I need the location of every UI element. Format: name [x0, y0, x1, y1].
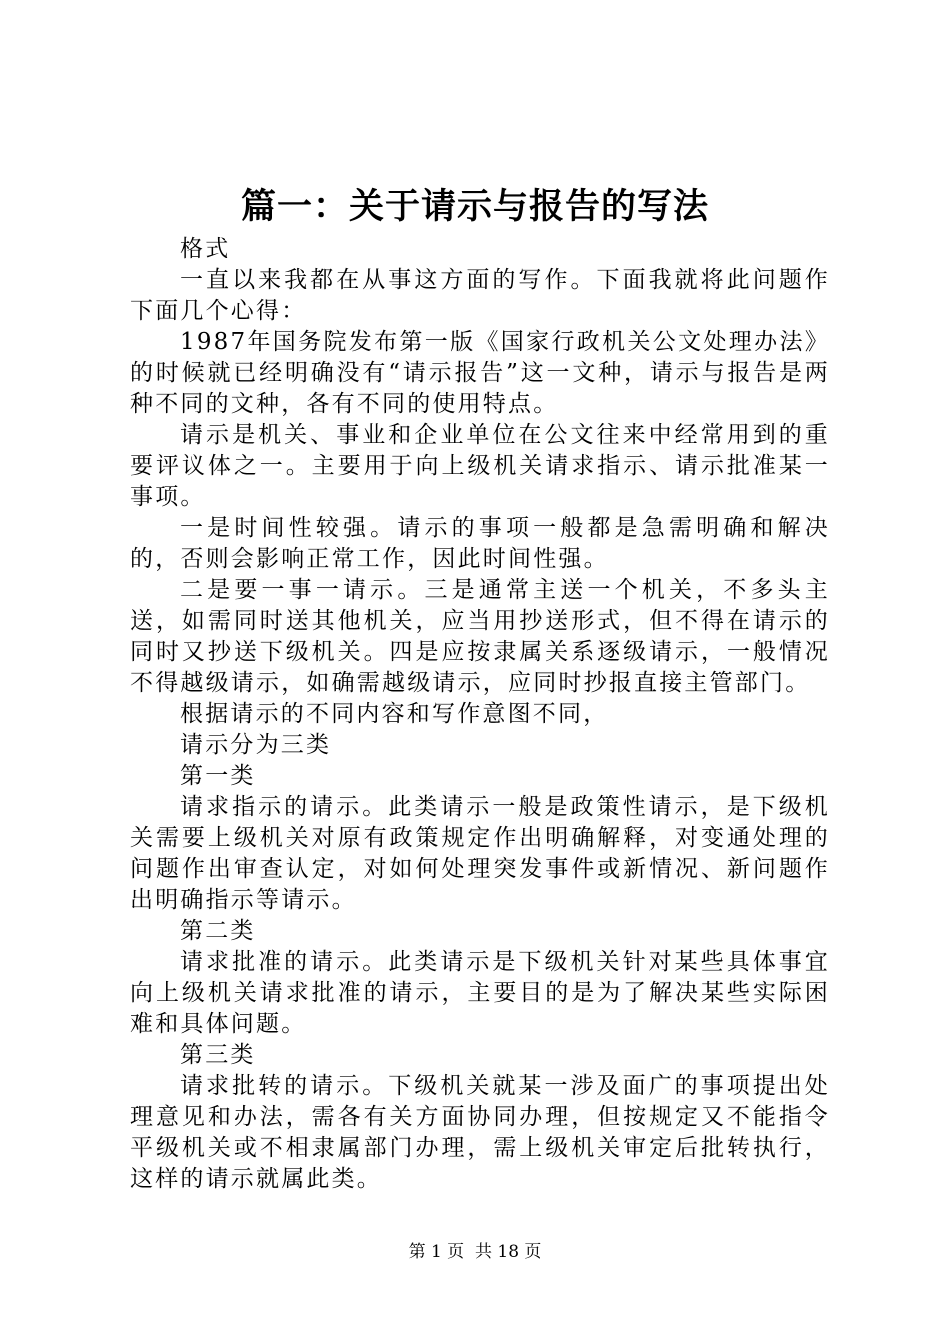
paragraph-point-one: 一是时间性较强。请示的事项一般都是急需明确和解决的，否则会影响正常工作，因此时间性强。 — [130, 515, 830, 572]
page-number: 第 1 页 共 18 页 — [408, 1242, 542, 1262]
page-footer — [0, 1240, 950, 1264]
paragraph-point-two: 二是要一事一请示。三是通常主送一个机关，不多头主送，如需同时送其他机关，应当用抄送形式，但不得在请示的同时又抄送下级机关。四是应按隶属关系逐级请示，一般情况不得越级请示，如确需越级请示，应同时抄报直接主管部门。 — [130, 577, 830, 696]
paragraph-format: 格式 — [180, 236, 231, 262]
paragraph-three-types: 请示分为三类 — [180, 732, 332, 758]
paragraph-definition: 请示是机关、事业和企业单位在公文往来中经常用到的重要评议体之一。主要用于向上级机关请求指示、请示批准某一事项。 — [130, 422, 830, 510]
paragraph-type-two: 请求批准的请示。此类请示是下级机关针对某些具体事宜向上级机关请求批准的请示，主要目的是为了解决某些实际困难和具体问题。 — [130, 949, 830, 1037]
heading-type-three: 第三类 — [180, 1042, 256, 1068]
paragraph-type-one: 请求指示的请示。此类请示一般是政策性请示，是下级机关需要上级机关对原有政策规定作出明确解释，对变通处理的问题作出审查认定，对如何处理突发事件或新情况、新问题作出明确指示等请示。 — [130, 794, 830, 913]
paragraph-1987: 1987年国务院发布第一版《国家行政机关公文处理办法》的时候就已经明确没有“请示报告”这一文种，请示与报告是两种不同的文种，各有不同的使用特点。 — [130, 329, 830, 417]
paragraph-type-three: 请求批转的请示。下级机关就某一涉及面广的事项提出处理意见和办法，需各有关方面协同办理，但按规定又不能指令平级机关或不相隶属部门办理，需上级机关审定后批转执行，这样的请示就属此类。 — [130, 1073, 830, 1192]
paragraph-intro: 一直以来我都在从事这方面的写作。下面我就将此问题作下面几个心得： — [130, 267, 830, 324]
document-title: 篇一：关于请示与报告的写法 — [240, 187, 709, 227]
paragraph-by-content: 根据请示的不同内容和写作意图不同， — [180, 701, 609, 727]
heading-type-one: 第一类 — [180, 763, 256, 789]
heading-type-two: 第二类 — [180, 918, 256, 944]
document-body — [130, 234, 830, 1195]
